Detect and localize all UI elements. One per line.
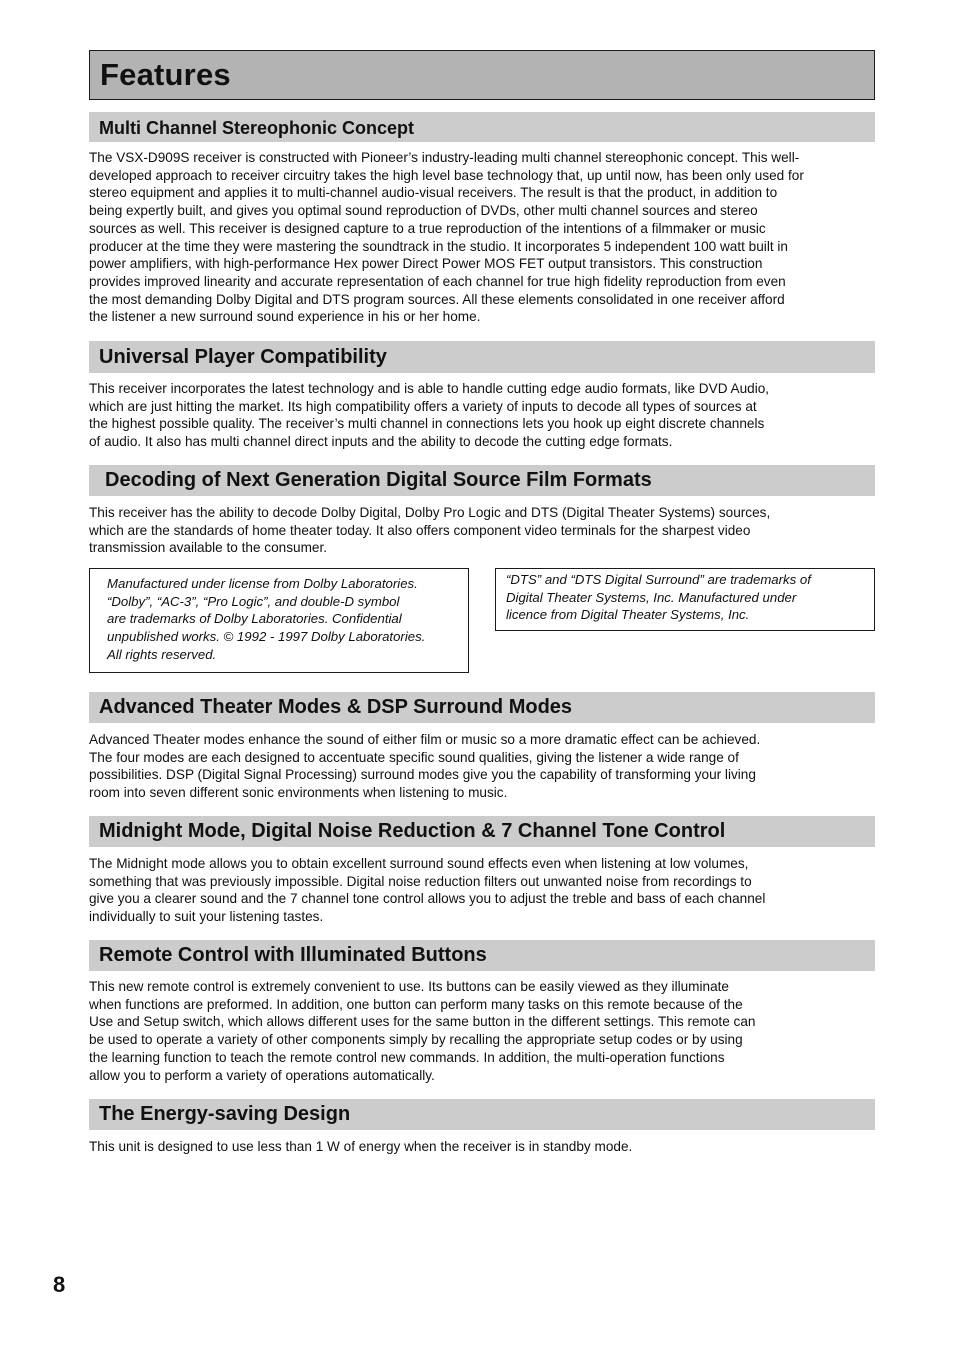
- page-number: 8: [53, 1272, 66, 1297]
- section-heading-multi-channel: Multi Channel Stereophonic Concept: [89, 112, 875, 142]
- dts-trademark-note: “DTS” and “DTS Digital Surround” are trademarks of Digital Theater Systems, Inc. Manufactured under licence from Digital Theater Systems, Inc.: [495, 568, 875, 631]
- section-body-remote-control: This new remote control is extremely convenient to use. Its buttons can be easily viewed as they illuminate when functions are preformed. In addition, one button can perform many tasks on this remote because of the Use and Setup switch, which allows different uses for the same button in the different settings. This remote can be used to operate a variety of other components simply by recalling the appropriate setup codes or by using the learning function to teach the remote control new commands. In addition, the multi-operation functions allow you to perform a variety of operations automatically.: [89, 979, 756, 1083]
- section-heading-energy-saving: The Energy-saving Design: [89, 1099, 875, 1130]
- section-heading-universal-player: Universal Player Compatibility: [89, 341, 875, 373]
- section-heading-decoding: Decoding of Next Generation Digital Source Film Formats: [89, 465, 875, 496]
- page-title: Features: [100, 57, 231, 92]
- section-body-multi-channel: The VSX-D909S receiver is constructed with Pioneer’s industry-leading multi channel stereophonic concept. This well- developed approach to receiver circuitry takes the high level base technology that, up until now, has been only used for stereo equipment and applies it to multi-channel audio-visual receivers. The result is that the product, in addition to being expertly built, and gives you optimal sound reproduction of DVDs, other multi channel sources and stereo sources as well. This receiver is designed capture to a true reproduction of the intentions of a filmmaker or music producer at the time they were mastering the soundtrack in the studio. It incorporates 5 independent 100 watt built in power amplifiers, with high-performance Hex power Direct Power MOS FET output transistors. This construction provides improved linearity and accurate representation of each channel for true high fidelity reproduction from even the most demanding Dolby Digital and DTS program sources. All these elements consolidated in one receiver afford the listener a new surround sound experience in his or her home.: [89, 150, 804, 325]
- section-body-decoding: This receiver has the ability to decode Dolby Digital, Dolby Pro Logic and DTS (Digital Theater Systems) sources, which are the standards of home theater today. It also offers component video terminals for the sharpest video transmission available to the consumer.: [89, 505, 771, 556]
- section-body-midnight-mode: The Midnight mode allows you to obtain excellent surround sound effects even when listening at low volumes, something that was previously impossible. Digital noise reduction filters out unwanted noise from recordings to give you a clearer sound and the 7 channel tone control allows you to adjust the treble and bass of each channel individually to suit your listening tastes.: [89, 856, 766, 925]
- section-heading-advanced-theater: Advanced Theater Modes & DSP Surround Modes: [89, 692, 875, 723]
- dolby-trademark-note: Manufactured under license from Dolby Laboratories. “Dolby”, “AC-3”, “Pro Logic”, and double-D symbol are trademarks of Dolby Laboratories. Confidential unpublished works. © 1992 - 1997 Dolby Laboratories. All rights reserved.: [89, 568, 469, 673]
- page-title-bar: [89, 50, 875, 100]
- section-body-universal-player: This receiver incorporates the latest technology and is able to handle cutting edge audio formats, like DVD Audio, which are just hitting the market. Its high compatibility offers a variety of inputs to decode all types of sources at the highest possible quality. The receiver’s multi channel in connections lets you hook up eight discrete channels of audio. It also has multi channel direct inputs and the ability to decode the cutting edge formats.: [89, 381, 770, 450]
- section-heading-remote-control: Remote Control with Illuminated Buttons: [89, 940, 875, 971]
- section-body-energy-saving: This unit is designed to use less than 1 W of energy when the receiver is in standby mode.: [89, 1139, 633, 1154]
- section-heading-midnight-mode: Midnight Mode, Digital Noise Reduction & 7 Channel Tone Control: [89, 816, 875, 847]
- section-body-advanced-theater: Advanced Theater modes enhance the sound of either film or music so a more dramatic effect can be achieved. The four modes are each designed to accentuate specific sound qualities, giving the listener a wide range of possibilities. DSP (Digital Signal Processing) surround modes give you the capability of transforming your living room into seven different sonic environments when listening to music.: [89, 732, 761, 801]
